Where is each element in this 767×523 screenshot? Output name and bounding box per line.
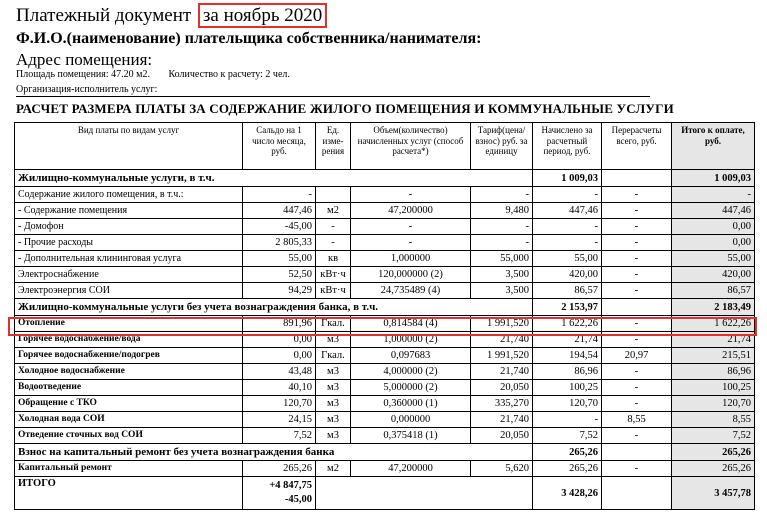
cell-recalc: - (602, 396, 672, 412)
cell-volume: - (351, 235, 471, 251)
cell-total: 86,96 (672, 364, 755, 380)
cell-charged: - (533, 235, 602, 251)
cell-tariff: 9,480 (471, 203, 533, 219)
cell-unit: Гкал. (316, 316, 351, 332)
cell-service-name: - Домофон (15, 219, 243, 235)
cell-volume: 1,000000 (2) (351, 332, 471, 348)
table-row (15, 267, 755, 283)
table-row (15, 348, 755, 364)
document-title (16, 5, 327, 27)
cell-recalc: - (602, 203, 672, 219)
cell-saldo: 94,29 (243, 283, 316, 299)
cell-unit: м3 (316, 412, 351, 428)
charges-table (14, 122, 755, 510)
cell-charged: - (533, 412, 602, 428)
cell-service-name: Горячее водоснабжение/вода (15, 332, 243, 348)
cell-saldo: 55,00 (243, 251, 316, 267)
cell-recalc: - (602, 251, 672, 267)
col-header-volume: Объем(количество) начисленных услуг (способ расчета*) (351, 123, 471, 170)
table-row (15, 219, 755, 235)
cell-saldo: 40,10 (243, 380, 316, 396)
cell-saldo: 0,00 (243, 332, 316, 348)
cell-recalc (602, 170, 672, 187)
cell-saldo: 891,96 (243, 316, 316, 332)
cell-saldo: 0,00 (243, 348, 316, 364)
cell-total: 0,00 (672, 219, 755, 235)
cell-unit: м3 (316, 380, 351, 396)
cell-service-name: Жилищно-коммунальные услуги, в т.ч. (15, 170, 533, 187)
cell-charged: - (533, 219, 602, 235)
cell-charged: 447,46 (533, 203, 602, 219)
col-header-tariff: Тариф(цена/взнос) руб. за единицу (471, 123, 533, 170)
cell-service-name: Отведение сточных вод СОИ (15, 428, 243, 444)
cell-total: 0,00 (672, 235, 755, 251)
cell-tariff: 1 991,520 (471, 348, 533, 364)
table-row (15, 396, 755, 412)
table-row (15, 412, 755, 428)
cell-service-name: Жилищно-коммунальные услуги без учета вознаграждения банка, в т.ч. (15, 299, 533, 316)
cell-charged: 420,00 (533, 267, 602, 283)
cell-saldo: -45,00 (243, 219, 316, 235)
cell-service-name: - Дополнительная клининговая услуга (15, 251, 243, 267)
col-header-total: Итого к оплате, руб. (672, 123, 755, 170)
table-group-row (15, 299, 755, 316)
table-row (15, 251, 755, 267)
table-row (15, 380, 755, 396)
org-label: Организация-исполнитель услуг: (16, 84, 158, 95)
cell-saldo: 52,50 (243, 267, 316, 283)
cell-total-recalc (602, 477, 672, 510)
cell-saldo: 447,46 (243, 203, 316, 219)
cell-saldo: - (243, 187, 316, 203)
cell-recalc: - (602, 461, 672, 477)
cell-service-name: Содержание жилого помещения, в т.ч.: (15, 187, 243, 203)
persons-label: Количество к расчету: 2 чел. (168, 69, 290, 80)
cell-charged: 86,96 (533, 364, 602, 380)
cell-total: 1 009,03 (672, 170, 755, 187)
table-row (15, 283, 755, 299)
cell-service-name: Капитальный ремонт (15, 461, 243, 477)
cell-unit: м3 (316, 364, 351, 380)
cell-charged: 2 153,97 (533, 299, 602, 316)
cell-volume: 0,097683 (351, 348, 471, 364)
cell-recalc: - (602, 316, 672, 332)
cell-volume: 47,200000 (351, 203, 471, 219)
cell-charged: 86,57 (533, 283, 602, 299)
cell-charged: 1 009,03 (533, 170, 602, 187)
cell-total: 100,25 (672, 380, 755, 396)
cell-service-name: - Содержание помещения (15, 203, 243, 219)
cell-total: 265,26 (672, 444, 755, 461)
cell-tariff: - (471, 187, 533, 203)
cell-recalc: - (602, 428, 672, 444)
cell-total-label: ИТОГО (15, 477, 243, 510)
cell-volume: 0,360000 (1) (351, 396, 471, 412)
cell-charged: 194,54 (533, 348, 602, 364)
cell-tariff: 21,740 (471, 364, 533, 380)
table-row (15, 461, 755, 477)
cell-charged: 55,00 (533, 251, 602, 267)
cell-total: 55,00 (672, 251, 755, 267)
cell-total-charged: 3 428,26 (533, 477, 602, 510)
table-row (15, 187, 755, 203)
cell-tariff: 21,740 (471, 332, 533, 348)
cell-unit: кВт·ч (316, 267, 351, 283)
cell-unit: м2 (316, 461, 351, 477)
cell-total: 8,55 (672, 412, 755, 428)
cell-tariff: 5,620 (471, 461, 533, 477)
table-row (15, 364, 755, 380)
cell-unit: м2 (316, 203, 351, 219)
cell-unit: кВт·ч (316, 283, 351, 299)
cell-charged: - (533, 187, 602, 203)
cell-recalc: - (602, 187, 672, 203)
cell-service-name: Отопление (15, 316, 243, 332)
cell-total-saldo (243, 477, 316, 510)
title-period-highlight: за ноябрь 2020 (198, 3, 327, 28)
cell-volume: 5,000000 (2) (351, 380, 471, 396)
col-header-service: Вид платы по видам услуг (15, 123, 243, 170)
cell-saldo: 7,52 (243, 428, 316, 444)
table-row (15, 235, 755, 251)
col-header-unit: Ед. изме-рения (316, 123, 351, 170)
cell-recalc: - (602, 364, 672, 380)
total-saldo-line2: -45,00 (284, 494, 312, 505)
table-group-row (15, 444, 755, 461)
total-saldo-line1: +4 847,75 (269, 480, 312, 491)
cell-charged: 265,26 (533, 444, 602, 461)
cell-volume: 0,000000 (351, 412, 471, 428)
cell-total: 215,51 (672, 348, 755, 364)
col-header-recalc: Перерасчеты всего, руб. (602, 123, 672, 170)
cell-service-name: Горячее водоснабжение/подогрев (15, 348, 243, 364)
cell-recalc: - (602, 380, 672, 396)
cell-total: 265,26 (672, 461, 755, 477)
cell-total: 120,70 (672, 396, 755, 412)
cell-tariff: 1 991,520 (471, 316, 533, 332)
cell-total: 21,74 (672, 332, 755, 348)
table-row (15, 316, 755, 332)
cell-unit: Гкал. (316, 348, 351, 364)
cell-recalc (602, 299, 672, 316)
cell-unit: м3 (316, 332, 351, 348)
cell-service-name: Взнос на капитальный ремонт без учета вознаграждения банка (15, 444, 533, 461)
cell-unit: - (316, 235, 351, 251)
premises-info (16, 69, 306, 80)
cell-tariff: 335,270 (471, 396, 533, 412)
cell-service-name: - Прочие расходы (15, 235, 243, 251)
calc-title: РАСЧЕТ РАЗМЕРА ПЛАТЫ ЗА СОДЕРЖАНИЕ ЖИЛОГО ПОМЕЩЕНИЯ И КОММУНАЛЬНЫЕ УСЛУГИ (16, 101, 674, 116)
cell-volume: - (351, 219, 471, 235)
cell-service-name: Обращение с ТКО (15, 396, 243, 412)
cell-volume: 0,375418 (1) (351, 428, 471, 444)
cell-volume: 4,000000 (2) (351, 364, 471, 380)
cell-total: 2 183,49 (672, 299, 755, 316)
cell-volume: 1,000000 (351, 251, 471, 267)
cell-recalc: 20,97 (602, 348, 672, 364)
cell-saldo: 120,70 (243, 396, 316, 412)
cell-unit: кв (316, 251, 351, 267)
cell-total: 420,00 (672, 267, 755, 283)
cell-total: 86,57 (672, 283, 755, 299)
cell-service-name: Водоотведение (15, 380, 243, 396)
cell-volume: 47,200000 (351, 461, 471, 477)
cell-charged: 100,25 (533, 380, 602, 396)
cell-unit: - (316, 219, 351, 235)
cell-charged: 21,74 (533, 332, 602, 348)
cell-total-sum: 3 457,78 (672, 477, 755, 510)
cell-tariff: 3,500 (471, 283, 533, 299)
cell-unit: м3 (316, 428, 351, 444)
title-prefix: Платежный документ (16, 5, 192, 26)
table-row (15, 332, 755, 348)
cell-saldo: 2 805,33 (243, 235, 316, 251)
cell-saldo: 43,48 (243, 364, 316, 380)
divider (16, 96, 650, 97)
cell-service-name: Холодное водоснабжение (15, 364, 243, 380)
address-label: Адрес помещения: (16, 50, 153, 69)
cell-total-empty (316, 477, 533, 510)
cell-recalc: - (602, 267, 672, 283)
cell-unit: м3 (316, 396, 351, 412)
cell-tariff: 21,740 (471, 412, 533, 428)
area-label: Площадь помещения: 47.20 м2. (16, 69, 150, 80)
table-total-row (15, 477, 755, 510)
cell-charged: 1 622,26 (533, 316, 602, 332)
cell-tariff: 20,050 (471, 428, 533, 444)
cell-recalc: - (602, 283, 672, 299)
cell-charged: 120,70 (533, 396, 602, 412)
cell-volume: - (351, 187, 471, 203)
cell-recalc (602, 444, 672, 461)
cell-total: - (672, 187, 755, 203)
cell-total: 1 622,26 (672, 316, 755, 332)
cell-unit (316, 187, 351, 203)
cell-charged: 265,26 (533, 461, 602, 477)
table-row (15, 428, 755, 444)
table-row (15, 203, 755, 219)
cell-saldo: 24,15 (243, 412, 316, 428)
cell-volume: 0,814584 (4) (351, 316, 471, 332)
cell-recalc: - (602, 219, 672, 235)
table-header-row (15, 123, 755, 170)
cell-total: 447,46 (672, 203, 755, 219)
cell-volume: 24,735489 (4) (351, 283, 471, 299)
cell-saldo: 265,26 (243, 461, 316, 477)
col-header-charged: Начислено за расчетный период, руб. (533, 123, 602, 170)
cell-volume: 120,000000 (2) (351, 267, 471, 283)
cell-service-name: Электроснабжение (15, 267, 243, 283)
table-group-row (15, 170, 755, 187)
cell-recalc: - (602, 235, 672, 251)
cell-tariff: 3,500 (471, 267, 533, 283)
cell-total: 7,52 (672, 428, 755, 444)
cell-tariff: - (471, 219, 533, 235)
cell-tariff: - (471, 235, 533, 251)
cell-charged: 7,52 (533, 428, 602, 444)
cell-service-name: Холодная вода СОИ (15, 412, 243, 428)
payer-label: Ф.И.О.(наименование) плательщика собственника/нанимателя: (16, 30, 482, 47)
cell-recalc: 8,55 (602, 412, 672, 428)
cell-service-name: Электроэнергия СОИ (15, 283, 243, 299)
cell-tariff: 55,000 (471, 251, 533, 267)
col-header-saldo: Сальдо на 1 число месяца, руб. (243, 123, 316, 170)
cell-tariff: 20,050 (471, 380, 533, 396)
cell-recalc: - (602, 332, 672, 348)
